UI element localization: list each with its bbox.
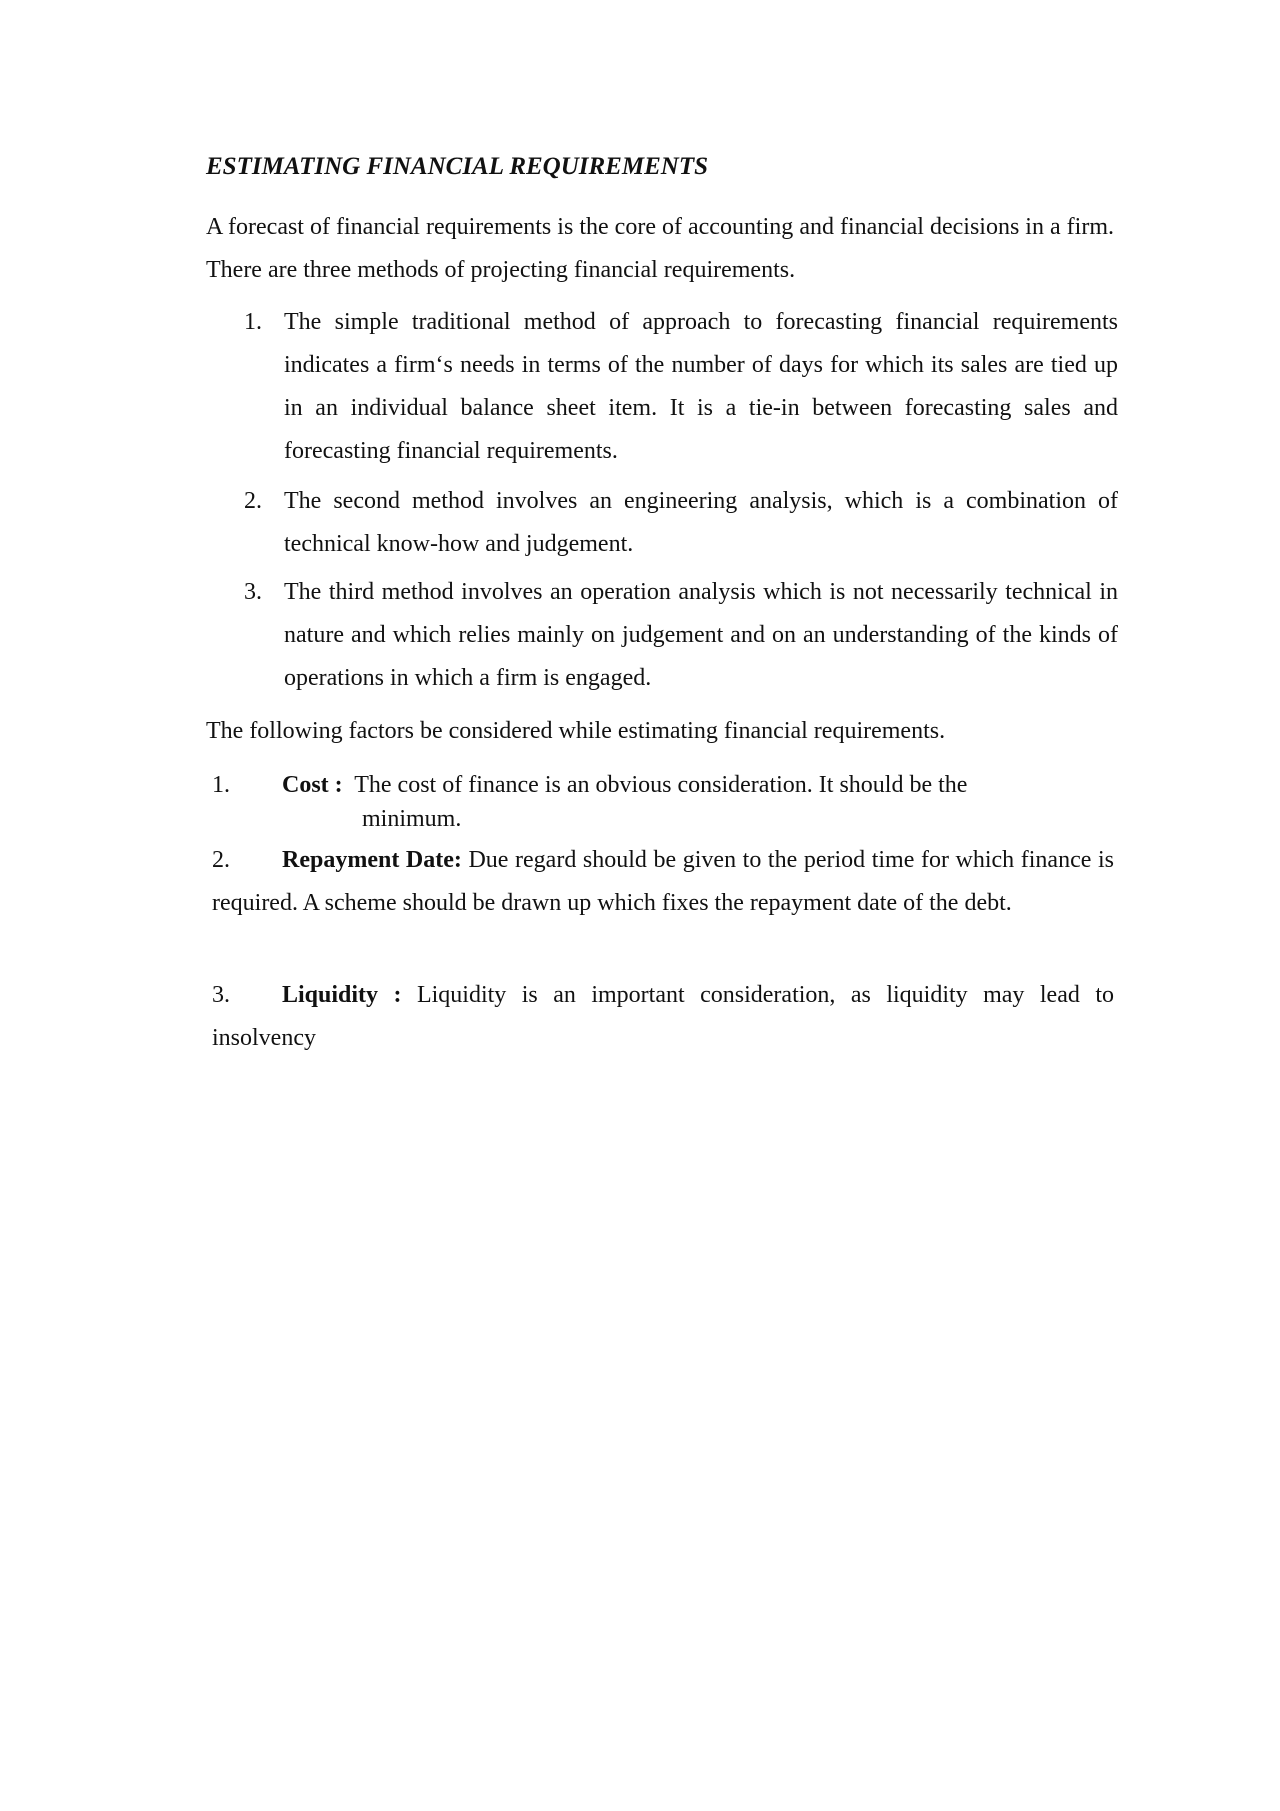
factor-text-continued: minimum. xyxy=(362,806,462,832)
method-text: The simple traditional method of approach to forecasting financial requirements indicates a firm‘s needs in terms of the number of days for which its sales are tied up in an individual balance sheet item. It is a tie-in between forecasting sales and forecasting financial requirements. xyxy=(284,309,1118,464)
factor-number: 3. xyxy=(212,982,230,1008)
method-item-3 xyxy=(244,571,1118,700)
factor-text: Due regard should be given to the period time for which finance is required. A scheme should be drawn up which fixes the repayment date of the debt. xyxy=(212,847,1114,916)
factor-label: Cost : xyxy=(282,772,343,798)
factor-label: Repayment Date: xyxy=(282,847,462,873)
method-number: 2. xyxy=(244,488,262,514)
factor-item-cost xyxy=(212,768,1072,836)
factor-text: The cost of finance is an obvious consideration. It should be the xyxy=(354,772,968,798)
document-title: ESTIMATING FINANCIAL REQUIREMENTS xyxy=(206,153,708,180)
method-number: 1. xyxy=(244,309,262,335)
intro-paragraph: A forecast of financial requirements is the core of accounting and financial decisions in a firm. There are three methods of projecting financial requirements. xyxy=(206,214,1114,283)
factor-text: Liquidity is an important consideration, as liquidity may lead to insolvency xyxy=(212,982,1114,1051)
method-text: The third method involves an operation analysis which is not necessarily technical in nature and which relies mainly on judgement and on an understanding of the kinds of operations in which a firm is engaged. xyxy=(284,579,1118,691)
factor-item-repayment-date xyxy=(212,839,1114,925)
factor-number: 2. xyxy=(212,847,230,873)
method-number: 3. xyxy=(244,579,262,605)
factor-number: 1. xyxy=(212,772,230,798)
method-text: The second method involves an engineering analysis, which is a combination of technical know-how and judgement. xyxy=(284,488,1118,557)
method-item-1 xyxy=(244,301,1118,473)
factor-item-liquidity xyxy=(212,974,1114,1060)
method-item-2 xyxy=(244,480,1118,566)
factors-intro-paragraph: The following factors be considered while estimating financial requirements. xyxy=(206,718,946,744)
factor-label: Liquidity : xyxy=(282,982,402,1008)
